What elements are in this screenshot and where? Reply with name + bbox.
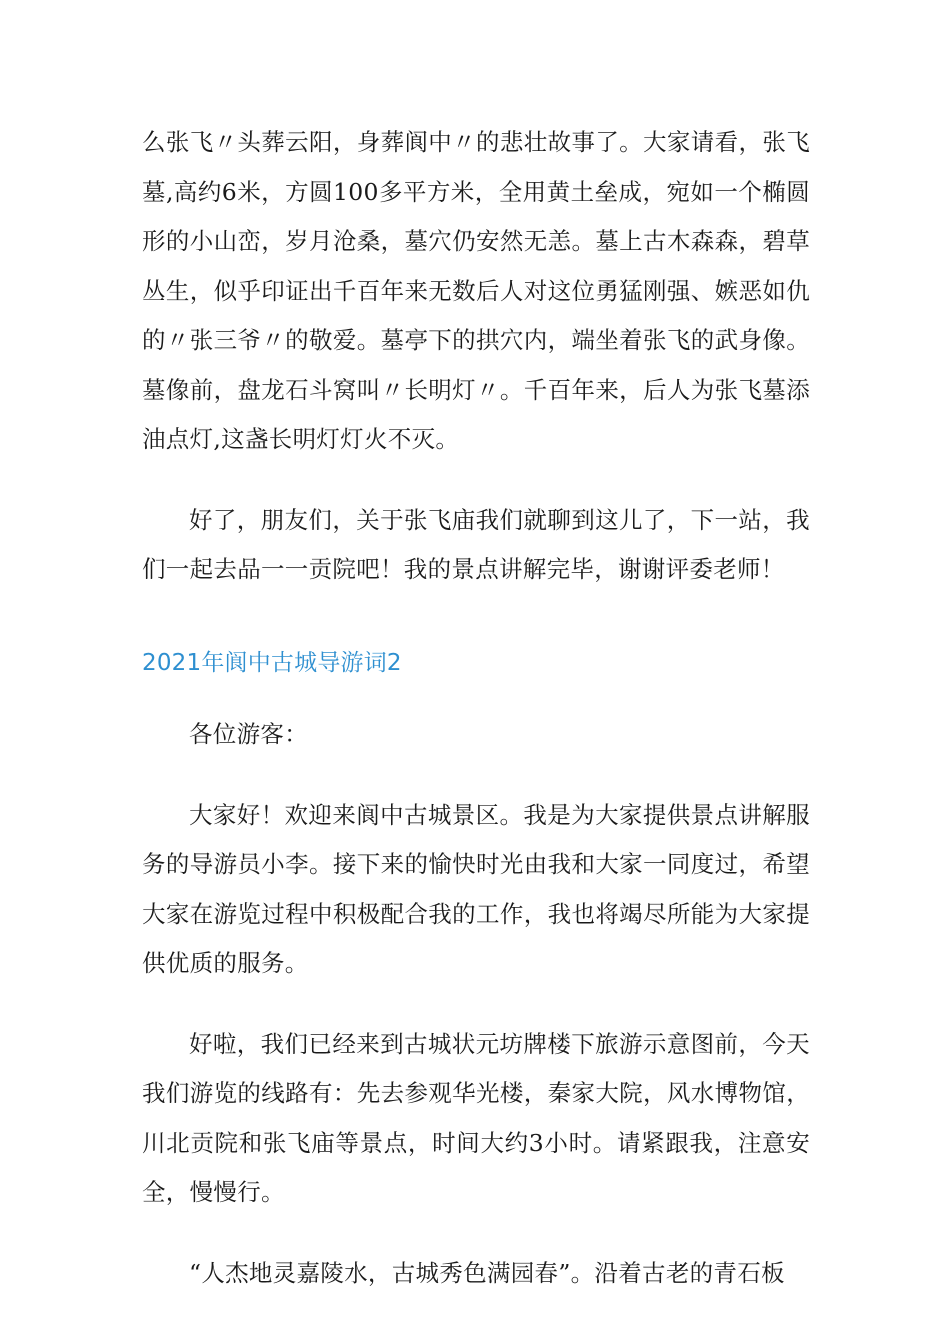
paragraph-route: 好啦，我们已经来到古城状元坊牌楼下旅游示意图前，今天我们游览的线路有：先去参观华光楼，秦家大院，风水博物馆，川北贡院和张飞庙等景点，时间大约3小时。请紧跟我，注意安全，慢慢行。 bbox=[142, 1029, 810, 1206]
document-body bbox=[142, 118, 810, 1298]
section-heading: 2021年阆中古城导游词2 bbox=[142, 649, 402, 676]
paragraph-greeting: 各位游客： bbox=[189, 720, 308, 748]
paragraph-closing-remarks: 好了，朋友们，关于张飞庙我们就聊到这儿了，下一站，我们一起去品一一贡院吧！我的景点讲解完毕，谢谢评委老师！ bbox=[142, 505, 810, 583]
paragraph-zhangfei-tomb: 么张飞〃头葬云阳，身葬阆中〃的悲壮故事了。大家请看，张飞墓,高约6米，方圆100多平方米，全用黄土垒成，宛如一个椭圆形的小山峦，岁月沧桑，墓穴仍安然无恙。墓上古木森森，碧草丛生，似乎印证出千百年来无数后人对这位勇猛刚强、嫉恶如仇的〃张三爷〃的敬爱。墓亭下的拱穴内，端坐着张飞的武身像。墓像前，盘龙石斗窝叫〃长明灯〃。千百年来，后人为张飞墓添油点灯,这盏长明灯灯火不灭。 bbox=[142, 128, 810, 453]
paragraph-welcome: 大家好！欢迎来阆中古城景区。我是为大家提供景点讲解服务的导游员小李。接下来的愉快时光由我和大家一同度过，希望大家在游览过程中积极配合我的工作，我也将竭尽所能为大家提供优质的服务。 bbox=[142, 800, 810, 977]
paragraph-quote-start: “人杰地灵嘉陵水，古城秀色满园春”。沿着古老的青石板 bbox=[189, 1258, 785, 1287]
